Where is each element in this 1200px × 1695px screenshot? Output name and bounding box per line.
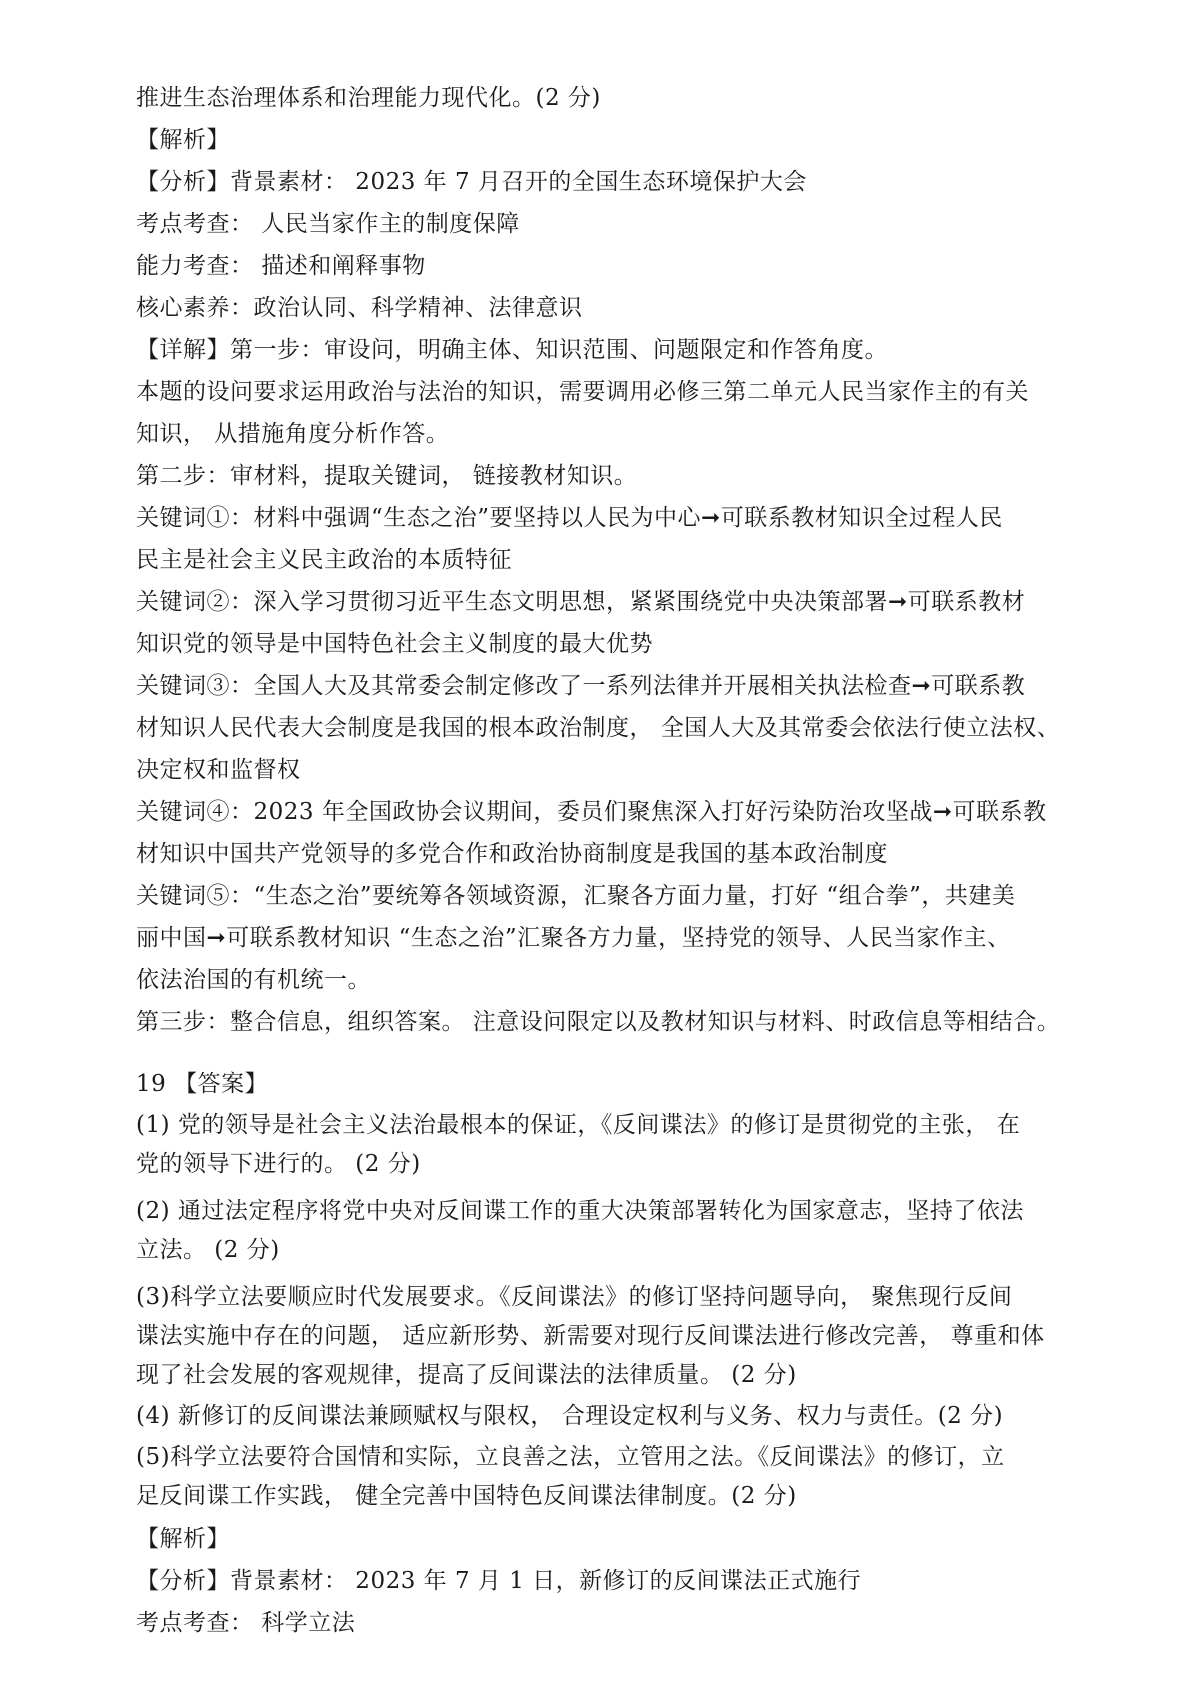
text-line: 考点考查： 科学立法 [136,1610,356,1636]
text-line: 【详解】第一步：审设问，明确主体、知识范围、问题限定和作答角度。 [136,337,888,363]
text-line: 第三步：整合信息，组织答案。 注意设问限定以及教材知识与材料、时政信息等相结合。 [136,1009,1061,1035]
text-line: (2) 通过法定程序将党中央对反间谍工作的重大决策部署转化为国家意志，坚持了依法 [136,1198,1024,1224]
text-line: 民主是社会主义民主政治的本质特征 [136,547,512,573]
text-line: 材知识中国共产党领导的多党合作和政治协商制度是我国的基本政治制度 [136,841,888,867]
text-line: 依法治国的有机统一。 [136,967,371,993]
text-line: 考点考查： 人民当家作主的制度保障 [136,211,520,237]
text-line: 第二步：审材料，提取关键词， 链接教材知识。 [136,463,638,489]
text-line: 本题的设问要求运用政治与法治的知识，需要调用必修三第二单元人民当家作主的有关 [136,379,1029,405]
text-line: (5)科学立法要符合国情和实际，立良善之法，立管用之法。《反间谍法》的修订，立 [136,1444,1005,1470]
text-line: 【分析】背景素材： 2023 年 7 月召开的全国生态环境保护大会 [136,169,807,195]
section-heading: 【解析】 [136,1526,230,1552]
text-line: 关键词②：深入学习贯彻习近平生态文明思想，紧紧围绕党中央决策部署➞可联系教材 [136,589,1026,615]
answer-heading: 19 【答案】 [136,1071,269,1097]
text-line: 现了社会发展的客观规律，提高了反间谍法的法律质量。 (2 分) [136,1362,797,1388]
text-line: 关键词④：2023 年全国政协会议期间，委员们聚焦深入打好污染防治攻坚战➞可联系教 [136,799,1047,825]
text-line: 【分析】背景素材： 2023 年 7 月 1 日，新修订的反间谍法正式施行 [136,1568,862,1594]
text-line: 材知识人民代表大会制度是我国的根本政治制度， 全国人大及其常委会依法行使立法权、 [136,715,1061,741]
section-heading: 【解析】 [136,127,230,153]
text-line: (1) 党的领导是社会主义法治最根本的保证，《反间谍法》的修订是贯彻党的主张， 在 [136,1112,1021,1138]
text-line: 足反间谍工作实践， 健全完善中国特色反间谍法律制度。(2 分) [136,1483,797,1509]
text-line: 推进生态治理体系和治理能力现代化。(2 分) [136,85,601,111]
text-line: 核心素养：政治认同、科学精神、法律意识 [136,295,583,321]
text-line: 关键词⑤：“生态之治”要统筹各领域资源，汇聚各方面力量，打好 “组合拳”，共建美 [136,883,1016,909]
text-line: (3)科学立法要顺应时代发展要求。《反间谍法》的修订坚持问题导向， 聚焦现行反间 [136,1284,1013,1310]
text-line: 决定权和监督权 [136,757,301,783]
text-line: 能力考查： 描述和阐释事物 [136,253,426,279]
text-line: 立法。 (2 分) [136,1237,280,1263]
text-line: 关键词①：材料中强调“生态之治”要坚持以人民为中心➞可联系教材知识全过程人民 [136,505,1003,531]
text-line: 知识， 从措施角度分析作答。 [136,421,450,447]
text-line: 党的领导下进行的。 (2 分) [136,1151,421,1177]
text-line: 谍法实施中存在的问题， 适应新形势、新需要对现行反间谍法进行修改完善， 尊重和体 [136,1323,1045,1349]
text-line: 丽中国➞可联系教材知识 “生态之治”汇聚各方力量，坚持党的领导、人民当家作主、 [136,925,1011,951]
text-line: 知识党的领导是中国特色社会主义制度的最大优势 [136,631,653,657]
text-line: 关键词③：全国人大及其常委会制定修改了一系列法律并开展相关执法检查➞可联系教 [136,673,1026,699]
text-line: (4) 新修订的反间谍法兼顾赋权与限权， 合理设定权利与义务、权力与责任。(2 分) [136,1403,1004,1429]
